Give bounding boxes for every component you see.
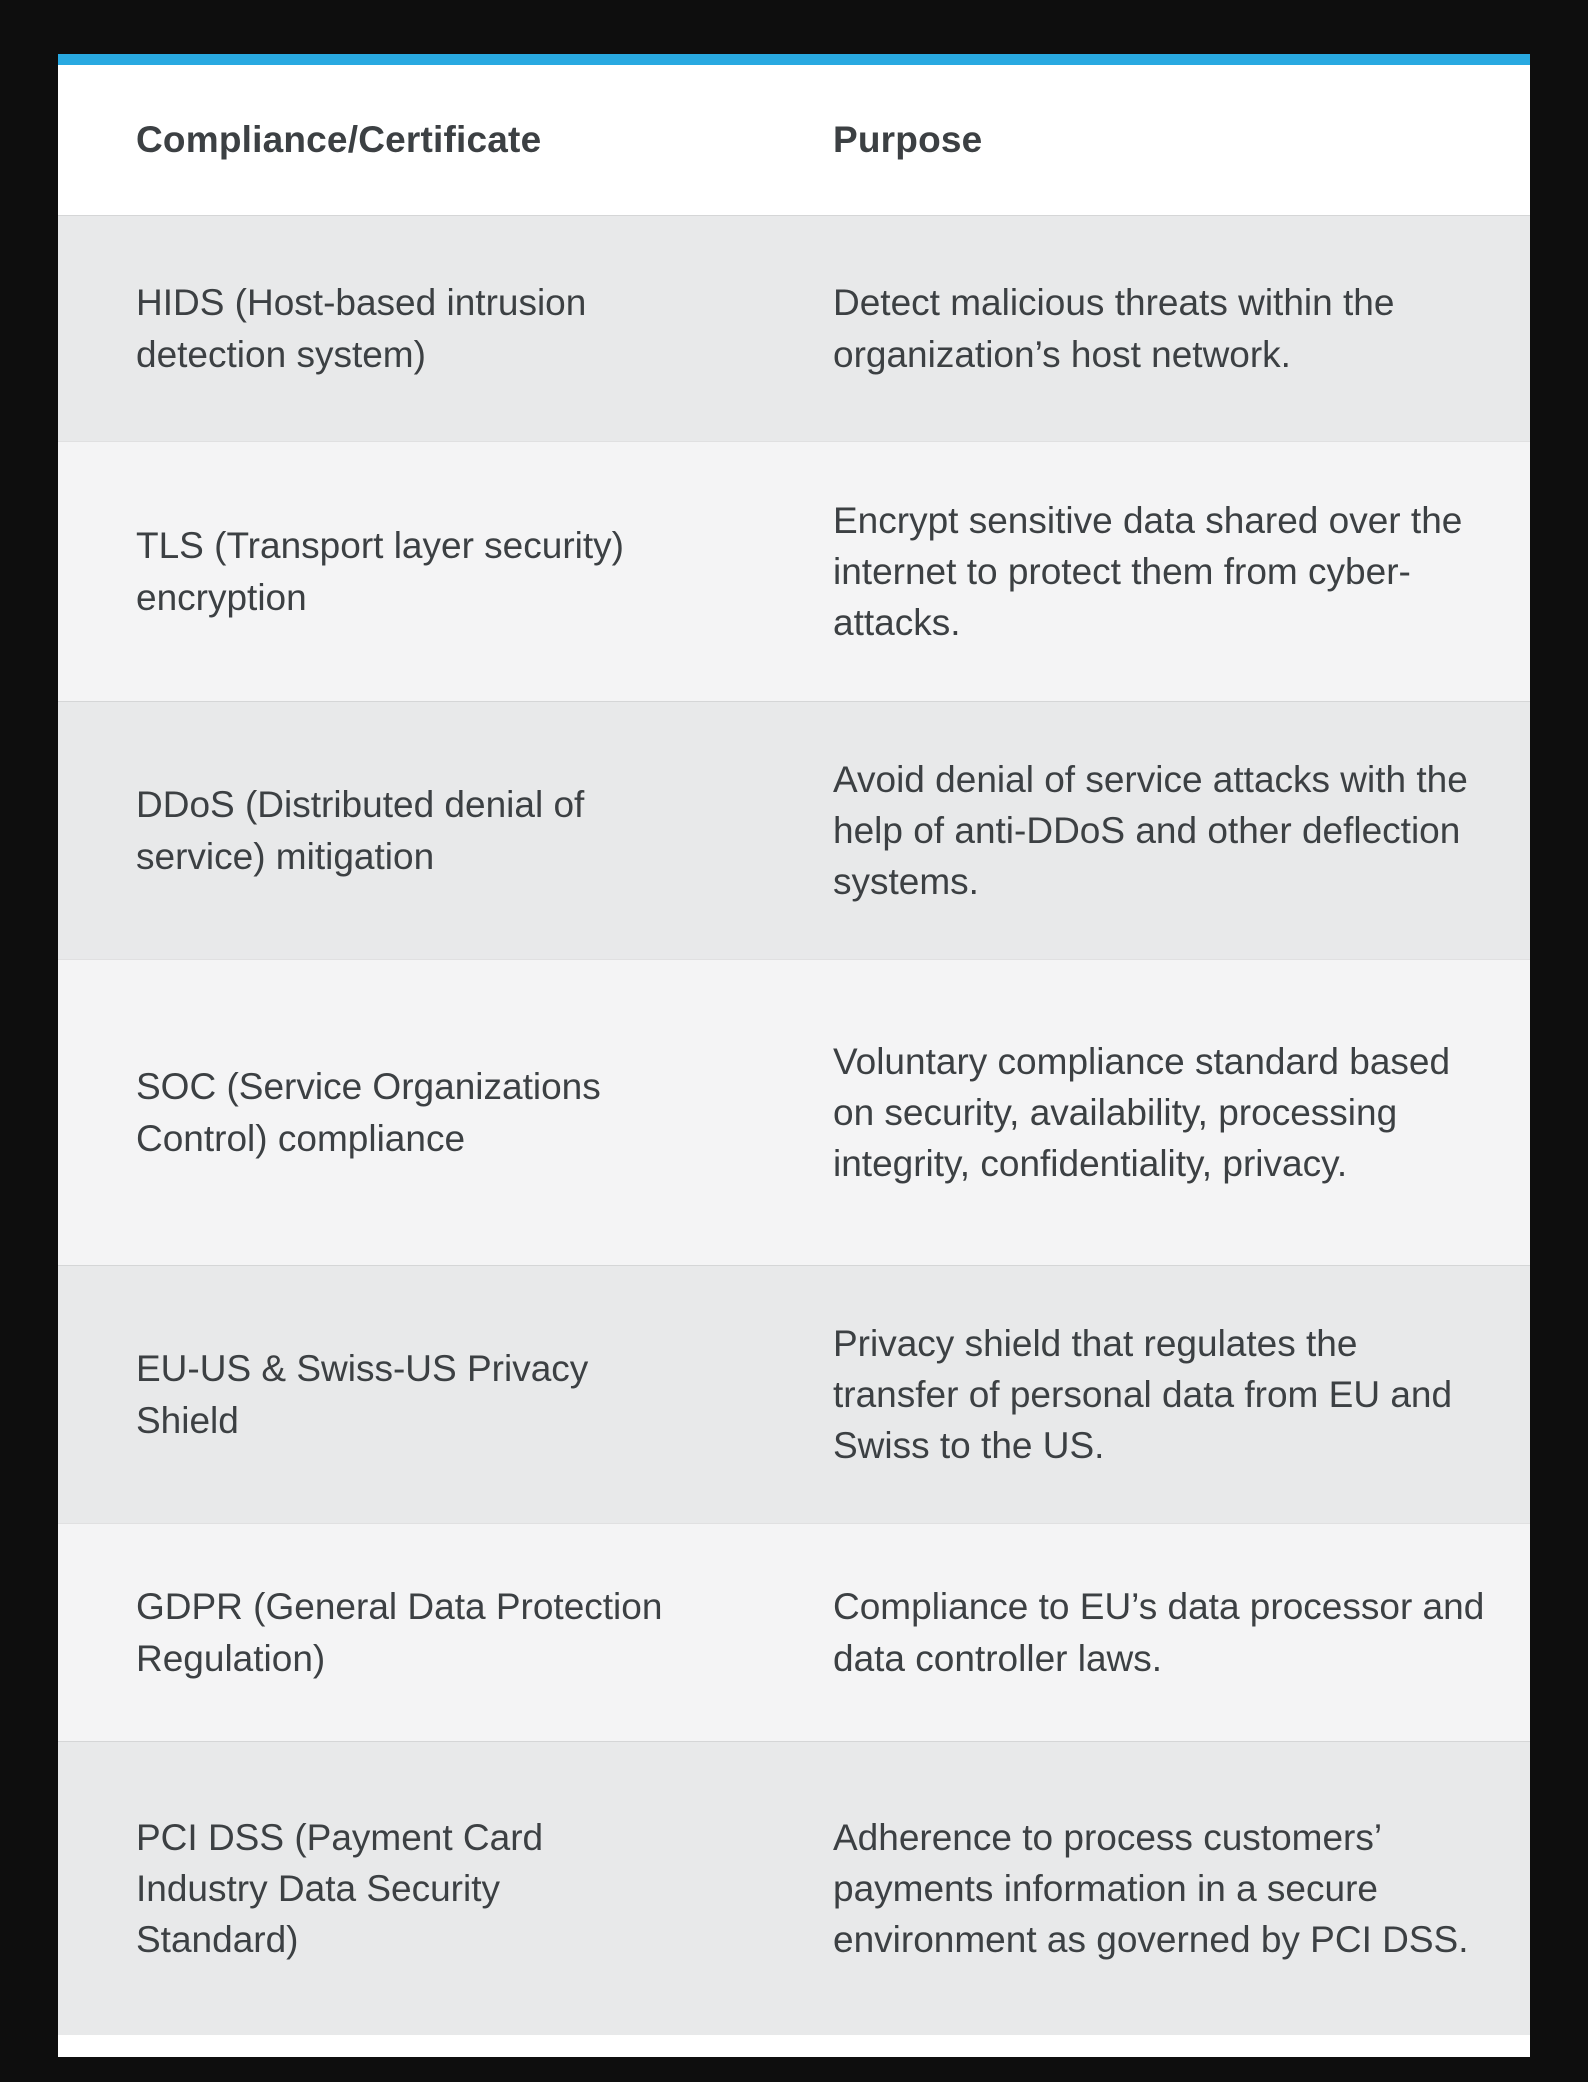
accent-bar — [58, 54, 1530, 65]
table-row — [58, 1741, 1530, 2035]
purpose-cell: Detect malicious threats within the organization’s host network. — [833, 282, 1395, 375]
compliance-cell: EU-US & Swiss-US Privacy Shield — [136, 1348, 589, 1441]
card-footer — [58, 2035, 1530, 2057]
purpose-cell: Encrypt sensitive data shared over the internet to protect them from cyber-attacks. — [833, 499, 1463, 644]
compliance-cell: GDPR (General Data Protection Regulation) — [136, 1586, 663, 1679]
table-row — [58, 215, 1530, 441]
table-body — [58, 215, 1530, 2035]
compliance-cell: SOC (Service Organizations Control) compliance — [136, 1066, 601, 1159]
table-row — [58, 441, 1530, 701]
purpose-cell: Avoid denial of service attacks with the help of anti-DDoS and other deflection systems. — [833, 758, 1468, 903]
compliance-table-card — [58, 54, 1530, 2057]
purpose-cell: Privacy shield that regulates the transfer of personal data from EU and Swiss to the US. — [833, 1322, 1453, 1467]
table-header-row — [58, 65, 1530, 215]
compliance-cell: DDoS (Distributed denial of service) mitigation — [136, 784, 585, 877]
purpose-cell: Compliance to EU’s data processor and data controller laws. — [833, 1586, 1485, 1679]
compliance-cell: HIDS (Host-based intrusion detection system) — [136, 282, 587, 375]
table-row — [58, 959, 1530, 1265]
column-header-purpose: Purpose — [833, 119, 983, 161]
table-row — [58, 701, 1530, 959]
table-row — [58, 1523, 1530, 1741]
compliance-cell: TLS (Transport layer security) encryption — [136, 525, 624, 618]
compliance-cell: PCI DSS (Payment Card Industry Data Security Standard) — [136, 1816, 544, 1961]
table-row — [58, 1265, 1530, 1523]
purpose-cell: Adherence to process customers’ payments information in a secure environment as governed by PCI DSS. — [833, 1816, 1469, 1961]
purpose-cell: Voluntary compliance standard based on security, availability, processing integrity, confidentiality, privacy. — [833, 1040, 1451, 1185]
column-header-compliance: Compliance/Certificate — [136, 119, 542, 161]
